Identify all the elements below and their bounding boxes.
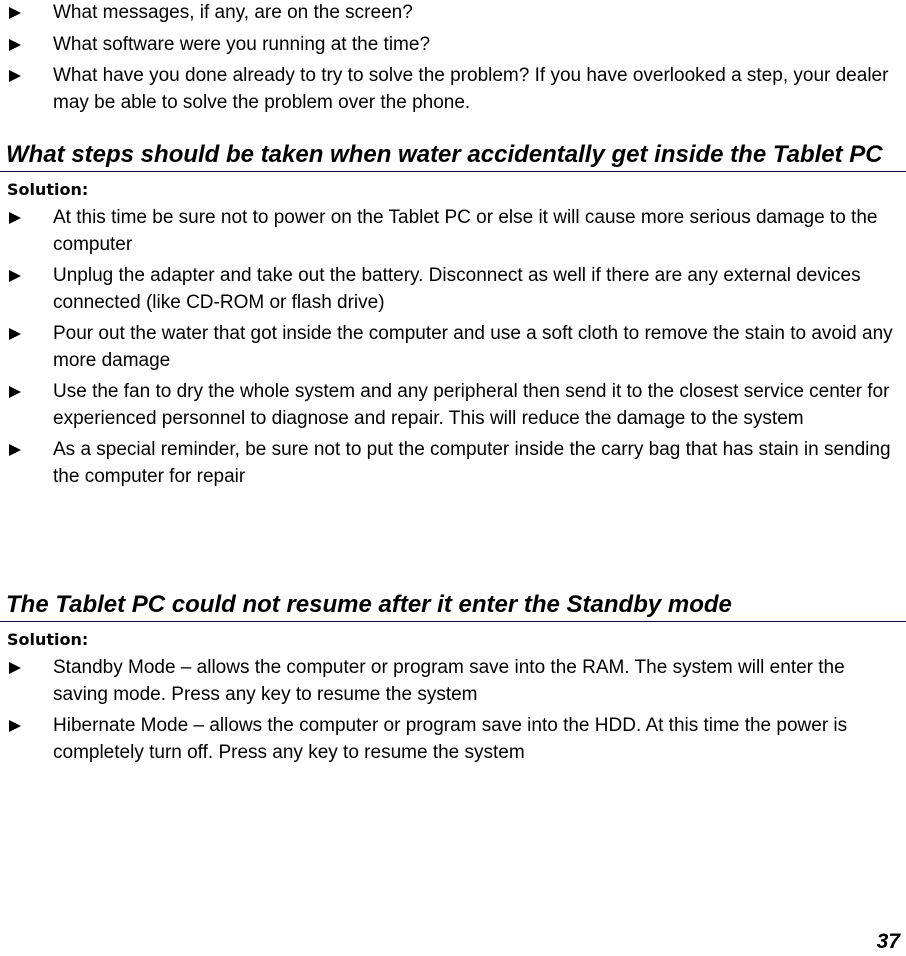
standby-section [0, 590, 906, 771]
list-item [0, 32, 906, 59]
list-item [0, 263, 906, 316]
triangle-bullet-icon [9, 444, 21, 456]
standby-solution-label: Solution: [7, 630, 89, 649]
triangle-bullet-icon [9, 328, 21, 340]
list-item-text: What have you done already to try to solve the problem? If you have overlooked a step, your dealer may be able to solve the problem over the phone. [53, 65, 889, 113]
triangle-bullet-icon [9, 7, 21, 19]
triangle-bullet-icon [9, 720, 21, 732]
intro-list [0, 0, 906, 121]
water-solution-label: Solution: [7, 180, 89, 199]
list-item-text: Use the fan to dry the whole system and any peripheral then send it to the closest service center for experienced personnel to diagnose and repair. This will reduce the damage to the system [53, 381, 890, 429]
triangle-bullet-icon [9, 270, 21, 282]
standby-section-title: The Tablet PC could not resume after it enter the Standby mode [0, 590, 906, 622]
list-item-text: As a special reminder, be sure not to put the computer inside the carry bag that has stain in sending the computer for repair [53, 439, 891, 487]
list-item [0, 379, 906, 432]
list-item-text: Standby Mode – allows the computer or program save into the RAM. The system will enter the saving mode. Press any key to resume the system [53, 657, 845, 705]
page-number: 37 [876, 930, 900, 953]
list-item [0, 437, 906, 490]
list-item-text: At this time be sure not to power on the Tablet PC or else it will cause more serious damage to the computer [53, 207, 878, 255]
water-steps-list [0, 205, 906, 490]
list-item-text: Unplug the adapter and take out the battery. Disconnect as well if there are any external devices connected (like CD-ROM or flash drive) [53, 265, 861, 313]
list-item-text: Pour out the water that got inside the computer and use a soft cloth to remove the stain to avoid any more damage [53, 323, 893, 371]
water-section-title: What steps should be taken when water accidentally get inside the Tablet PC [0, 140, 906, 172]
list-item [0, 655, 906, 708]
standby-steps-list [0, 655, 906, 766]
list-item-text: Hibernate Mode – allows the computer or program save into the HDD. At this time the power is completely turn off. Press any key to resume the system [53, 715, 848, 763]
list-item-text: What software were you running at the time? [53, 33, 431, 55]
list-item [0, 713, 906, 766]
triangle-bullet-icon [9, 39, 21, 51]
list-item [0, 63, 906, 116]
list-item [0, 205, 906, 258]
list-item [0, 0, 906, 27]
triangle-bullet-icon [9, 662, 21, 674]
triangle-bullet-icon [9, 386, 21, 398]
triangle-bullet-icon [9, 212, 21, 224]
triangle-bullet-icon [9, 70, 21, 82]
list-item [0, 321, 906, 374]
list-item-text: What messages, if any, are on the screen? [53, 2, 413, 23]
water-section [0, 140, 906, 495]
